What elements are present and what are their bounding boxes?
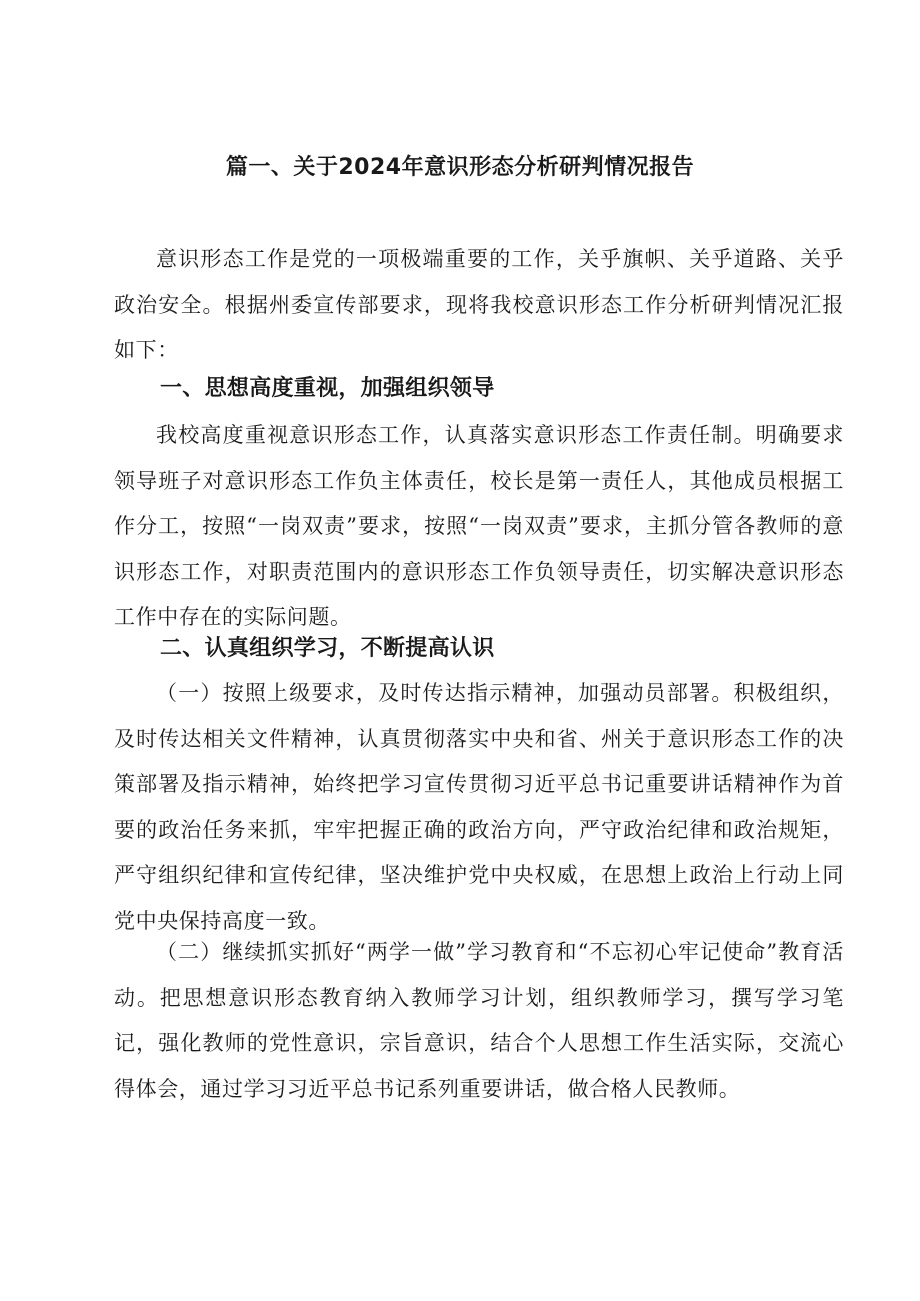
section-2-heading: 二、认真组织学习，不断提高认识 (160, 636, 495, 661)
section-2-paragraph-1: （一）按照上级要求，及时传达指示精神，加强动员部署。积极组织，及时传达相关文件精神，认真贯彻落实中央和省、州关于意识形态工作的决策部署及指示精神，始终把学习宣传贯彻习近平总书记重要讲话精神作为首要的政治任务来抓，牢牢把握正确的政治方向，严守政治纪律和政治规矩，严守组织纪律和宣传纪律，坚决维护党中央权威，在思想上政治上行动上同党中央保持高度一致。 (114, 681, 844, 933)
intro-paragraph: 意识形态工作是党的一项极端重要的工作，关乎旗帜、关乎道路、关乎政治安全。根据州委宣传部要求，现将我校意识形态工作分析研判情况汇报如下： (114, 247, 844, 363)
section-1-heading: 一、思想高度重视，加强组织领导 (160, 376, 495, 401)
section-1-paragraph: 我校高度重视意识形态工作，认真落实意识形态工作责任制。明确要求领导班子对意识形态工作负主体责任，校长是第一责任人，其他成员根据工作分工，按照“一岗双责”要求，按照“一岗双责”要求，主抓分管各教师的意识形态工作，对职责范围内的意识形态工作负领导责任，切实解决意识形态工作中存在的实际问题。 (114, 423, 844, 630)
section-2-paragraph-2: （二）继续抓实抓好“两学一做”学习教育和“不忘初心牢记使命”教育活动。把思想意识形态教育纳入教师学习计划，组织教师学习，撰写学习笔记，强化教师的党性意识，宗旨意识，结合个人思想工作生活实际，交流心得体会，通过学习习近平总书记系列重要讲话，做合格人民教师。 (114, 940, 844, 1101)
document-title: 篇一、关于2024年意识形态分析研判情况报告 (225, 155, 695, 180)
